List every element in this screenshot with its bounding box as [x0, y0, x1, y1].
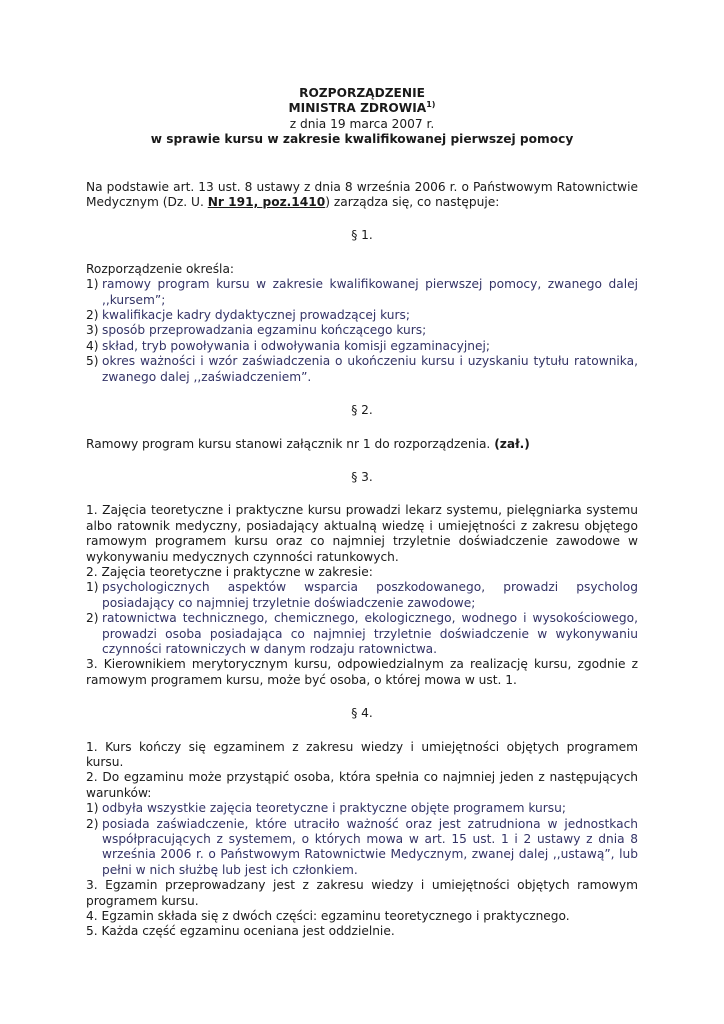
regulation-date: z dnia 19 marca 2007 r.: [289, 116, 435, 131]
section-2-body: Ramowy program kursu stanowi załącznik nr 1 do rozporządzenia.: [86, 436, 491, 451]
section-1-heading: § 1.: [351, 228, 373, 243]
list-number: 1): [86, 580, 99, 595]
section-2-heading: § 2.: [351, 403, 373, 418]
section-3-paragraph-3: 3. Kierownikiem merytorycznym kursu, odpowiedzialnym za realizację kursu, zgodnie z ramowym programem kursu, może być osoba, o której mowa w ust. 1.: [86, 657, 638, 687]
list-number: 2): [86, 816, 99, 831]
section-4-paragraph-1: 1. Kurs kończy się egzaminem z zakresu wiedzy i umiejętności objętych programem kursu.: [86, 739, 638, 769]
section-3-list: [86, 580, 638, 657]
list-text: skład, tryb powoływania i odwoływania komisji egzaminacyjnej;: [102, 338, 490, 353]
issuer: [86, 101, 638, 116]
list-number: 2): [86, 308, 99, 323]
section-1-list: [86, 277, 638, 385]
journal-link[interactable]: Nr 191, poz.1410: [207, 195, 326, 210]
regulation-type: ROZPORZĄDZENIE: [299, 86, 425, 100]
list-item: [86, 801, 638, 816]
list-number: 2): [86, 611, 99, 626]
list-item: [86, 817, 638, 879]
footnote-mark[interactable]: 1): [426, 100, 436, 110]
section-3-paragraph-2: 2. Zajęcia teoretyczne i praktyczne w zakresie:: [86, 564, 373, 579]
list-text: sposób przeprowadzania egzaminu kończącego kurs;: [102, 323, 427, 338]
regulation-subject: w sprawie kursu w zakresie kwalifikowanej pierwszej pomocy: [150, 132, 574, 147]
list-number: 4): [86, 338, 99, 353]
document-header: [86, 86, 638, 148]
preamble-before: Na podstawie art. 13 ust. 8 ustawy z dnia 8 września 2006 r. o Państwowym Ratownictwie Medycznym (Dz. U.: [86, 179, 638, 210]
section-4-paragraph-4: 4. Egzamin składa się z dwóch części: egzaminu teoretycznego i praktycznego.: [86, 909, 570, 924]
section-4-paragraph-3: 3. Egzamin przeprowadzany jest z zakresu wiedzy i umiejętności objętych ramowym programem kursu.: [86, 878, 638, 908]
issuer-name: MINISTRA ZDROWIA: [288, 101, 427, 116]
list-text: okres ważności i wzór zaświadczenia o ukończeniu kursu i uzyskaniu tytułu ratownika, zwanego dalej ,,zaświadczeniem”.: [102, 354, 638, 384]
list-item: [86, 339, 638, 354]
list-text: ramowy program kursu w zakresie kwalifikowanej pierwszej pomocy, zwanego dalej ,,kursem”;: [102, 277, 638, 307]
section-3-heading: § 3.: [351, 469, 373, 484]
list-item: [86, 323, 638, 338]
section-4-list: [86, 801, 638, 878]
section-4-heading: § 4.: [351, 706, 373, 721]
list-text: odbyła wszystkie zajęcia teoretyczne i praktyczne objęte programem kursu;: [102, 801, 566, 816]
list-number: 1): [86, 277, 99, 292]
annex-link[interactable]: (zał.): [494, 436, 530, 451]
list-item: [86, 611, 638, 657]
list-text: posiada zaświadczenie, które utraciło ważność oraz jest zatrudniona w jednostkach współpracujących z systemem, o których mowa w art. 15 ust. 1 i 2 ustawy z dnia 8 września 2006 r. o Państwowym Ratownictwie Medycznym, zwanej dalej ,,ustawą”, lub pełni w nich służbę lub jest ich członkiem.: [102, 816, 638, 877]
section-2-text: [86, 437, 638, 452]
document-body: [86, 86, 638, 940]
list-text: kwalifikacje kadry dydaktycznej prowadzącej kurs;: [102, 308, 410, 323]
list-item: [86, 277, 638, 308]
list-number: 1): [86, 801, 99, 816]
list-number: 3): [86, 323, 99, 338]
section-4-paragraph-2: 2. Do egzaminu może przystąpić osoba, która spełnia co najmniej jeden z następujących warunków:: [86, 770, 638, 800]
preamble: [86, 180, 638, 211]
list-item: [86, 308, 638, 323]
section-1-intro: Rozporządzenie określa:: [86, 261, 235, 276]
list-text: psychologicznych aspektów wsparcia poszkodowanego, prowadzi psycholog posiadający co najmniej trzyletnie doświadczenie zawodowe;: [102, 580, 638, 610]
list-number: 5): [86, 354, 99, 369]
list-item: [86, 580, 638, 611]
list-item: [86, 354, 638, 385]
section-3-paragraph-1: 1. Zajęcia teoretyczne i praktyczne kursu prowadzi lekarz systemu, pielęgniarka systemu albo ratownik medyczny, posiadający aktualną wiedzę i umiejętności z zakresu objętego ramowym programem kursu oraz co najmniej trzyletnie doświadczenie zawodowe w wykonywaniu medycznych czynności ratunkowych.: [86, 503, 638, 564]
list-text: ratownictwa technicznego, chemicznego, ekologicznego, wodnego i wysokościowego, prowadzi osoba posiadająca co najmniej trzyletnie doświadczenie w wykonywaniu czynności ratowniczych w danym rodzaju ratownictwa.: [102, 611, 638, 656]
section-4-paragraph-5: 5. Każda część egzaminu oceniana jest oddzielnie.: [86, 924, 395, 939]
preamble-after: ) zarządza się, co następuje:: [325, 195, 500, 210]
